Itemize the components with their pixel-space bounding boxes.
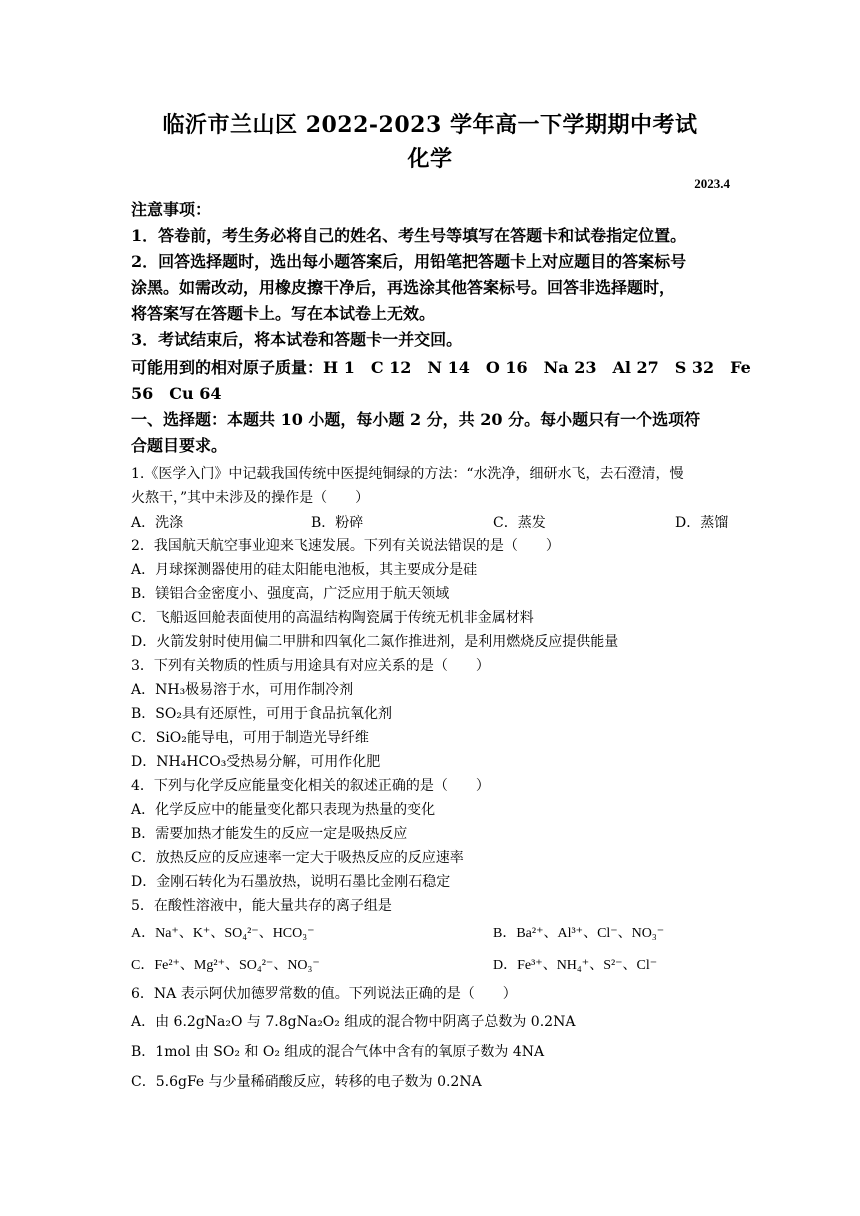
q4-option-c: C．放热反应的反应速率一定大于吸热反应的反应速率 — [131, 850, 464, 866]
q5-options-row-1 — [131, 922, 731, 942]
q3-option-b: B．SO₂具有还原性，可用于食品抗氧化剂 — [131, 706, 392, 722]
note-1: 1．答卷前，考生务必将自己的姓名、考生号等填写在答题卡和试卷指定位置。 — [131, 226, 687, 245]
q2-option-d: D．火箭发射时使用偏二甲肼和四氧化二氮作推进剂，是利用燃烧反应提供能量 — [131, 634, 619, 650]
notes-heading: 注意事项： — [131, 200, 212, 219]
note-2-line-2: 涂黑。如需改动，用橡皮擦干净后，再选涂其他答案标号。回答非选择题时， — [131, 278, 676, 297]
q1-option-d: D．蒸馏 — [675, 515, 729, 531]
q5-option-d: D．Fe³⁺、NH₄⁺、S²⁻、Cl⁻ — [493, 958, 658, 973]
section-heading-line-1: 一、选择题：本题共 10 小题，每小题 2 分，共 20 分。每小题只有一个选项符 — [131, 410, 701, 429]
subject-title: 化学 — [407, 146, 453, 172]
section-heading-line-2: 合题目要求。 — [131, 436, 228, 455]
q2-option-a: A．月球探测器使用的硅太阳能电池板，其主要成分是硅 — [131, 562, 478, 578]
q4-option-d: D．金刚石转化为石墨放热，说明石墨比金刚石稳定 — [131, 874, 451, 890]
q6-option-b: B．1mol 由 SO₂ 和 O₂ 组成的混合气体中含有的氧原子数为 4NA — [131, 1044, 545, 1060]
q4-option-a: A．化学反应中的能量变化都只表现为热量的变化 — [131, 802, 436, 818]
q1-option-c: C．蒸发 — [493, 515, 546, 531]
q2-option-b: B．镁铝合金密度小、强度高，广泛应用于航天领域 — [131, 586, 450, 602]
q6-option-c: C．5.6gFe 与少量稀硝酸反应，转移的电子数为 0.2NA — [131, 1074, 482, 1090]
q1-option-b: B．粉碎 — [311, 515, 364, 531]
note-3: 3．考试结束后，将本试卷和答题卡一并交回。 — [131, 330, 463, 349]
atomic-mass-line-1: 可能用到的相对原子质量：H 1 C 12 N 14 O 16 Na 23 Al 27 S 32 Fe — [131, 358, 751, 377]
q4-stem: 4．下列与化学反应能量变化相关的叙述正确的是（ ） — [131, 778, 490, 794]
q5-options-row-2 — [131, 954, 731, 974]
q2-stem: 2．我国航天航空事业迎来飞速发展。下列有关说法错误的是（ ） — [131, 538, 560, 554]
q3-option-a: A．NH₃极易溶于水，可用作制冷剂 — [131, 682, 354, 698]
note-2-line-3: 将答案写在答题卡上。写在本试卷上无效。 — [131, 304, 436, 323]
q1-option-a: A．洗涤 — [131, 515, 184, 531]
q6-stem: 6．NA 表示阿伏加德罗常数的值。下列说法正确的是（ ） — [131, 986, 517, 1002]
q3-option-c: C．SiO₂能导电，可用于制造光导纤维 — [131, 730, 369, 746]
q5-option-b: B．Ba²⁺、Al³⁺、Cl⁻、NO₃⁻ — [493, 926, 665, 941]
exam-date: 2023.4 — [694, 176, 730, 191]
note-2-line-1: 2．回答选择题时，选出每小题答案后，用铅笔把答题卡上对应题目的答案标号 — [131, 252, 687, 271]
atomic-mass-line-2: 56 Cu 64 — [131, 384, 222, 403]
q5-stem: 5．在酸性溶液中，能大量共存的离子组是 — [131, 898, 392, 914]
q3-option-d: D．NH₄HCO₃受热易分解，可用作化肥 — [131, 754, 381, 770]
q5-option-c: C．Fe²⁺、Mg²⁺、SO₄²⁻、NO₃⁻ — [131, 958, 320, 973]
q2-option-c: C．飞船返回舱表面使用的高温结构陶瓷属于传统无机非金属材料 — [131, 610, 534, 626]
q1-stem-line-2: 火熬干，”其中未涉及的操作是（ ） — [131, 490, 370, 506]
q1-stem-line-1: 1.《医学入门》中记载我国传统中医提纯铜绿的方法：“水洗净，细研水飞，去石澄清，慢 — [131, 466, 684, 482]
q3-stem: 3．下列有关物质的性质与用途具有对应关系的是（ ） — [131, 658, 490, 674]
q5-option-a: A．Na⁺、K⁺、SO₄²⁻、HCO₃⁻ — [131, 926, 315, 941]
q6-option-a: A．由 6.2gNa₂O 与 7.8gNa₂O₂ 组成的混合物中阴离子总数为 0.2NA — [131, 1014, 576, 1030]
exam-title: 临沂市兰山区 2022-2023 学年高一下学期期中考试 — [162, 112, 698, 138]
q1-options — [131, 512, 731, 532]
q4-option-b: B．需要加热才能发生的反应一定是吸热反应 — [131, 826, 408, 842]
